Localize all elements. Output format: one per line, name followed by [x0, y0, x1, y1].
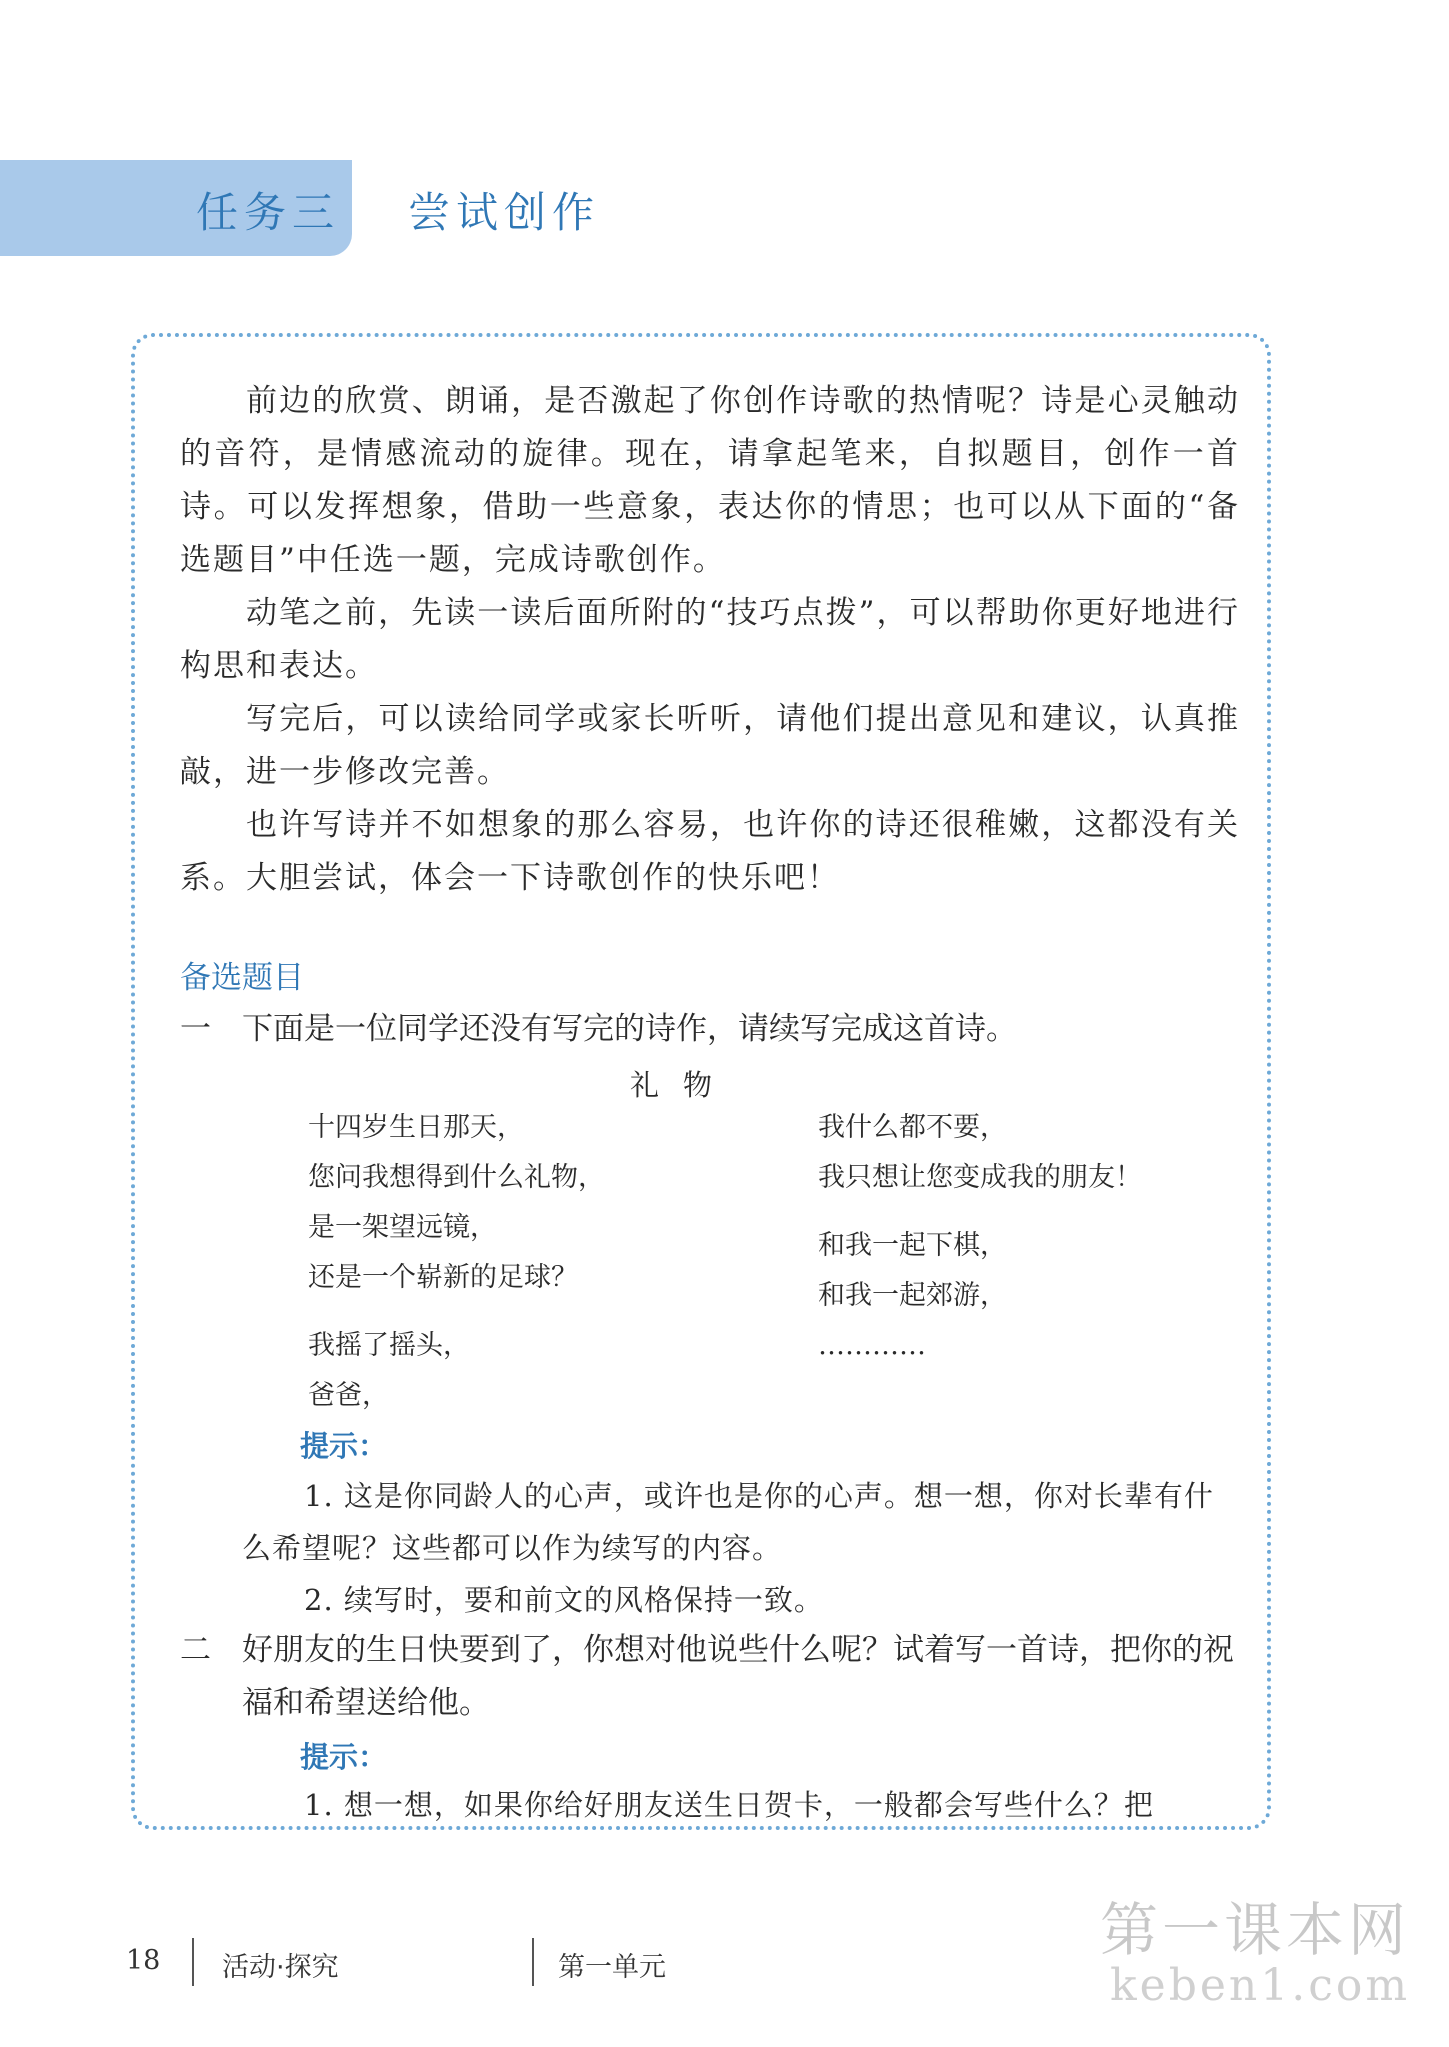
poem-line: 我什么都不要， — [818, 1112, 1007, 1143]
item-1-hint-label: 提示： — [300, 1429, 388, 1463]
stanza-gap — [818, 1203, 1142, 1221]
section-title: 备选题目 — [180, 960, 304, 996]
item-2-hint-label: 提示： — [300, 1740, 388, 1774]
footer-divider — [192, 1938, 194, 1986]
footer-unit: 第一单元 — [558, 1952, 666, 1983]
poem-line: 还是一个崭新的足球？ — [308, 1262, 578, 1293]
task-title: 尝试创作 — [408, 188, 601, 237]
item-1-hint-1: 1. 这是你同龄人的心声，或许也是你的心声。想一想，你对长辈有什么希望呢？这些都可以作为续写的内容。 — [242, 1479, 1214, 1565]
stanza-gap — [308, 1303, 605, 1321]
poem-title: 礼物 — [630, 1068, 737, 1102]
footer-section: 活动·探究 — [222, 1952, 339, 1983]
intro-paragraph-4: 也许写诗并不如想象的那么容易，也许你的诗还很稚嫩，这都没有关系。大胆尝试，体会一下诗歌创作的快乐吧！ — [180, 807, 1240, 896]
poem-line: 爸爸， — [308, 1380, 389, 1411]
item-1-hint-2: 2. 续写时，要和前文的风格保持一致。 — [304, 1583, 824, 1617]
poem-line: 我只想让您变成我的朋友！ — [818, 1162, 1142, 1193]
poem-line: 是一架望远镜， — [308, 1212, 497, 1243]
poem-line: 十四岁生日那天， — [308, 1112, 524, 1143]
poem-line: 您问我想得到什么礼物， — [308, 1162, 605, 1193]
intro-paragraph-1: 前边的欣赏、朗诵，是否激起了你创作诗歌的热情呢？诗是心灵触动的音符，是情感流动的旋律。现在，请拿起笔来，自拟题目，创作一首诗。可以发挥想象，借助一些意象，表达你的情思；也可以从下面的“备选题目”中任选一题，完成诗歌创作。 — [180, 383, 1240, 578]
item-2-number: 二 — [180, 1632, 211, 1668]
intro-paragraph-2: 动笔之前，先读一读后面所附的“技巧点拨”，可以帮助你更好地进行构思和表达。 — [180, 595, 1240, 684]
poem-line: 和我一起下棋， — [818, 1230, 1007, 1261]
poem-line: ………… — [818, 1330, 926, 1361]
page-number: 18 — [126, 1945, 161, 1976]
poem-left-column — [308, 1103, 605, 1421]
poem-right-column — [818, 1103, 1142, 1371]
watermark-sub: keben1.com — [1110, 1960, 1411, 2011]
intro-paragraph-3: 写完后，可以读给同学或家长听听，请他们提出意见和建议，认真推敲，进一步修改完善。 — [180, 701, 1240, 790]
item-1-number: 一 — [180, 1011, 211, 1047]
item-2-text: 好朋友的生日快要到了，你想对他说些什么呢？试着写一首诗，把你的祝福和希望送给他。 — [242, 1632, 1234, 1721]
item-2-hint-1: 1. 想一想，如果你给好朋友送生日贺卡，一般都会写些什么？把 — [304, 1788, 1154, 1822]
task-label: 任务三 — [196, 188, 341, 237]
watermark-main: 第一课本网 — [1100, 1896, 1411, 1964]
item-1-text: 下面是一位同学还没有写完的诗作，请续写完成这首诗。 — [242, 1011, 1017, 1047]
poem-line: 我摇了摇头， — [308, 1330, 470, 1361]
footer-divider — [532, 1938, 534, 1986]
poem-line: 和我一起郊游， — [818, 1280, 1007, 1311]
